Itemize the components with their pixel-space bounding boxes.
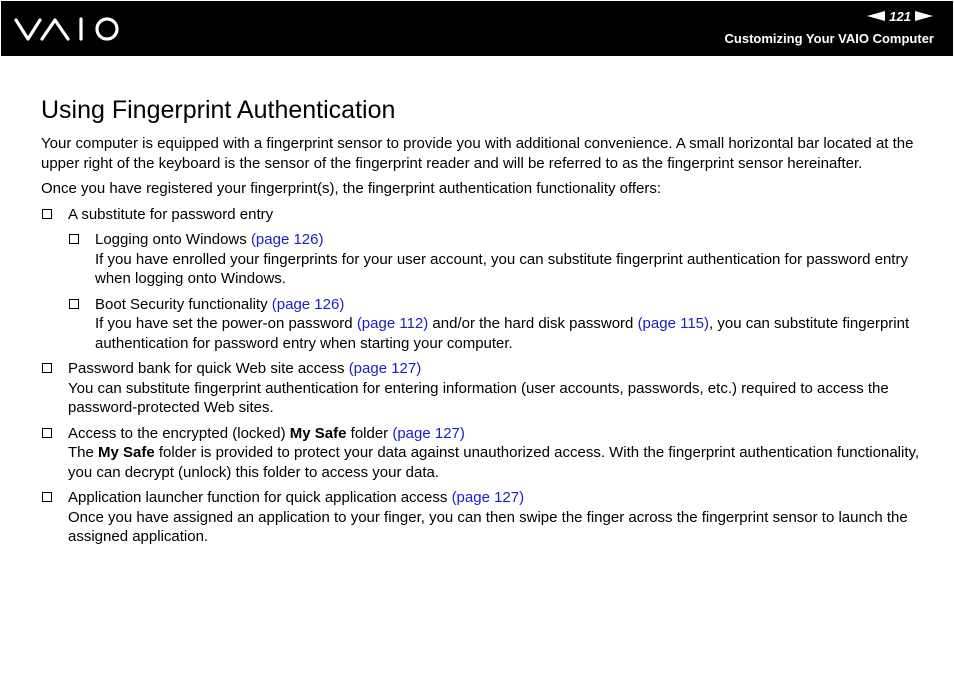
section-title: Customizing Your VAIO Computer	[724, 31, 934, 46]
my-safe-label: My Safe	[98, 444, 155, 461]
page-link-115[interactable]: (page 115)	[637, 315, 710, 332]
description-text: folder is provided to protect your data against unauthorized access. With the fingerprint authentication functionality, you can decrypt (unlock) this folder to access your data.	[68, 444, 920, 481]
page-number: 121	[889, 8, 911, 24]
intro-paragraph: Your computer is equipped with a fingerprint sensor to provide you with additional convenience. A small horizontal bar located at the upper right of the keyboard is the sensor of the fingerprint reader and will be referred to as the fingerprint sensor hereinafter.	[41, 135, 914, 172]
item-label: folder	[346, 424, 393, 442]
item-description	[95, 314, 921, 353]
checkbox-bullet-icon	[42, 428, 52, 438]
checkbox-bullet-icon	[69, 234, 79, 244]
item-label: Access to the encrypted (locked)	[68, 424, 290, 442]
checkbox-bullet-icon	[69, 299, 79, 309]
item-description: You can substitute fingerprint authentication for entering information (user accounts, passwords, etc.) required to access the password-protected Web sites.	[68, 379, 889, 416]
my-safe-label: My Safe	[289, 424, 347, 442]
item-label: A substitute for password entry	[68, 205, 274, 223]
page-link-127[interactable]: (page 127)	[392, 424, 465, 442]
next-page-icon[interactable]	[915, 11, 933, 21]
list-item-my-safe	[41, 424, 921, 483]
lead-paragraph: Once you have registered your fingerprint(s), the fingerprint authentication functionality offers:	[41, 180, 662, 197]
item-label: Password bank for quick Web site access	[68, 360, 349, 377]
page-link-126[interactable]: (page 126)	[271, 295, 345, 313]
list-item-password-bank	[41, 359, 921, 418]
item-description	[68, 443, 921, 482]
checkbox-bullet-icon	[42, 209, 52, 219]
list-item-boot-security	[68, 295, 921, 354]
list-item-windows-logon	[68, 230, 921, 289]
description-text: If you have set the power-on password	[95, 315, 357, 332]
page-link-126[interactable]: (page 126)	[250, 231, 324, 248]
page-header	[1, 1, 953, 56]
list-item-app-launcher	[41, 488, 921, 547]
page-link-127[interactable]: (page 127)	[451, 489, 525, 506]
description-text: and/or the hard disk password	[428, 315, 638, 332]
item-label: Boot Security functionality	[95, 295, 272, 313]
description-text: The	[68, 444, 99, 461]
checkbox-bullet-icon	[42, 492, 52, 502]
previous-page-icon[interactable]	[867, 11, 885, 21]
item-label: Application launcher function for quick application access	[68, 489, 452, 506]
item-description: If you have enrolled your fingerprints for your user account, you can substitute fingerprint authentication for password entry when logging onto Windows.	[95, 250, 908, 287]
page-navigation	[867, 7, 933, 25]
item-label: Logging onto Windows	[95, 231, 251, 248]
checkbox-bullet-icon	[42, 363, 52, 373]
description-text: , you can substitute fingerprint authentication for password entry when starting your computer.	[95, 315, 910, 352]
page-content	[41, 95, 921, 553]
vaio-logo	[14, 15, 122, 43]
item-description: Once you have assigned an application to your finger, you can then swipe the finger across the fingerprint sensor to launch the assigned application.	[68, 508, 908, 545]
page-link-112[interactable]: (page 112)	[356, 315, 429, 332]
list-item-password-substitute	[41, 205, 921, 225]
page-link-127[interactable]: (page 127)	[348, 360, 422, 377]
page-title: Using Fingerprint Authentication	[41, 96, 396, 124]
